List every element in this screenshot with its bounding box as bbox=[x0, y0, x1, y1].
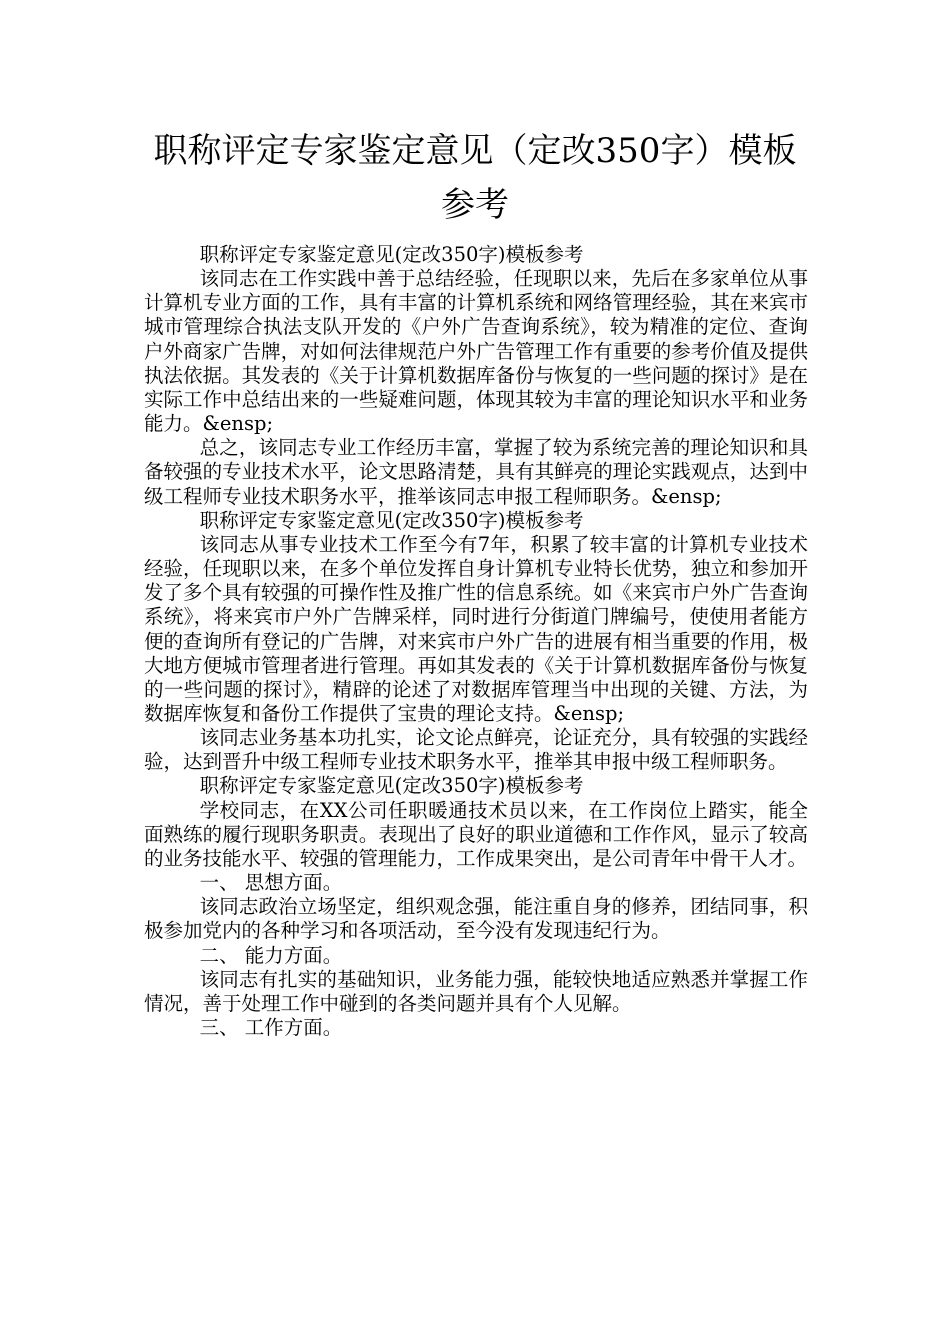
subheading: 三、 工作方面。 bbox=[199, 1016, 343, 1039]
paragraph: 学校同志，在XX公司任职暖通技术员以来，在工作岗位上踏实，能全面熟练的履行现职务职责。表现出了良好的职业道德和工作作风，显示了较高的业务技能水平、较强的管理能力，工作成果突出，是公司青年中骨干人才。 bbox=[144, 798, 808, 870]
section-heading: 职称评定专家鉴定意见(定改350字)模板参考 bbox=[199, 774, 584, 798]
paragraph: 该同志业务基本功扎实，论文论点鲜亮，论证充分，具有较强的实践经验，达到晋升中级工程师专业技术职务水平，推举其申报中级工程师职务。 bbox=[144, 726, 808, 774]
subheading: 二、 能力方面。 bbox=[199, 943, 343, 967]
paragraph: 该同志从事专业技术工作至今有7年，积累了较丰富的计算机专业技术经验，任现职以来，在多个单位发挥自身计算机专业特长优势，独立和参加开发了多个具有较强的可操作性及推广性的信息系统。如《来宾市户外广告查询系统》，将来宾市户外广告牌采样，同时进行分街道门牌编号，使使用者能方便的查询所有登记的广告牌，对来宾市户外广告的进展有相当重要的作用，极大地方便城市管理者进行管理。再如其发表的《关于计算机数据库备份与恢复的一些问题的探讨》，精辟的论述了对数据库管理当中出现的关键、方法，为数据库恢复和备份工作提供了宝贵的理论支持。&ensp; bbox=[144, 532, 808, 725]
paragraph: 该同志政治立场坚定，组织观念强，能注重自身的修养，团结同事，积极参加党内的各种学习和各项活动，至今没有发现违纪行为。 bbox=[144, 895, 808, 943]
document-title: 职称评定专家鉴定意见（定改350字）模板参考 bbox=[153, 131, 797, 225]
paragraph: 该同志在工作实践中善于总结经验，任现职以来，先后在多家单位从事计算机专业方面的工作，具有丰富的计算机系统和网络管理经验，其在来宾市城市管理综合执法支队开发的《户外广告查询系统》，较为精准的定位、查询户外商家广告牌，对如何法律规范户外广告管理工作有重要的参考价值及提供执法依据。其发表的《关于计算机数据库备份与恢复的一些问题的探讨》是在实际工作中总结出来的一些疑难问题，体现其较为丰富的理论知识水平和业务能力。&ensp; bbox=[144, 267, 808, 436]
section-heading: 职称评定专家鉴定意见(定改350字)模板参考 bbox=[199, 243, 584, 266]
document-body bbox=[144, 243, 808, 1040]
section-heading: 职称评定专家鉴定意见(定改350字)模板参考 bbox=[199, 508, 584, 532]
paragraph: 该同志有扎实的基础知识，业务能力强，能较快地适应熟悉并掌握工作情况，善于处理工作中碰到的各类问题并具有个人见解。 bbox=[144, 967, 808, 1015]
subheading: 一、 思想方面。 bbox=[199, 871, 343, 895]
paragraph: 总之，该同志专业工作经历丰富，掌握了较为系统完善的理论知识和具备较强的专业技术水平，论文思路清楚，具有其鲜亮的理论实践观点，达到中级工程师专业技术职务水平，推举该同志申报工程师职务。&ensp; bbox=[144, 436, 808, 508]
